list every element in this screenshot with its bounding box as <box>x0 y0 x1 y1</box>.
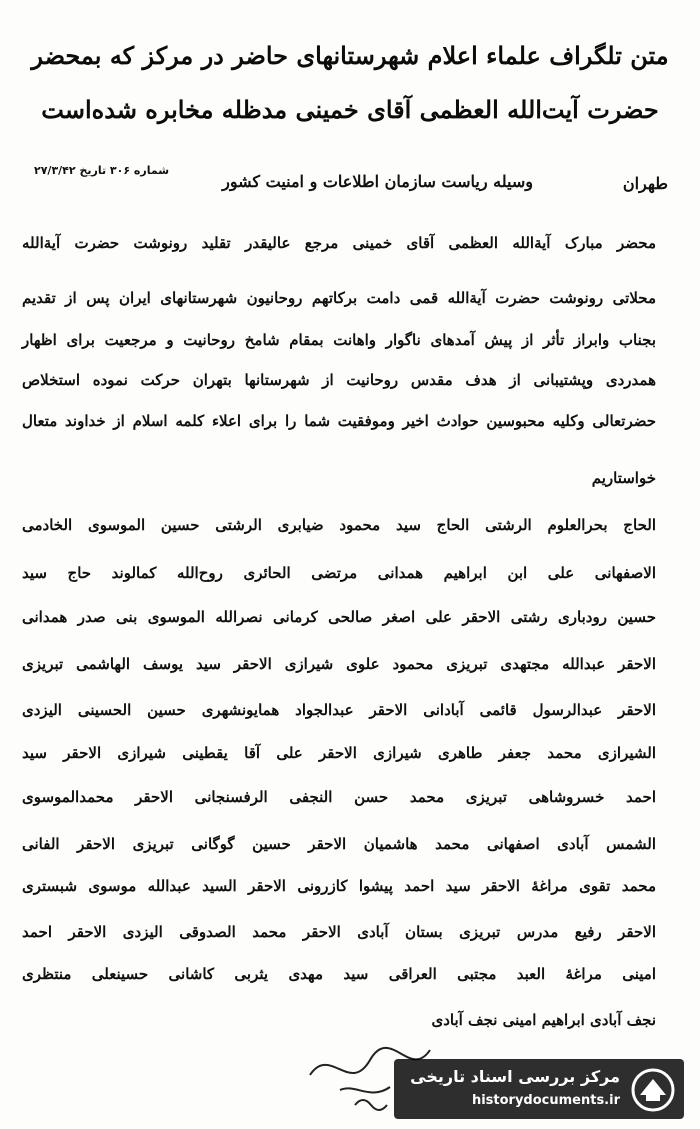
watermark-url: historydocuments.ir <box>471 1093 620 1108</box>
document-title-line-2: حضرت آیت‌الله العظمی آقای خمینی مدظله مخابره شده‌است <box>41 95 659 124</box>
telegram-body-line: بجناب وابراز تأثر از پیش آمدهای ناگوار واهانت بمقام شامخ روحانیت و مرجعیت برای اظهار <box>22 331 656 349</box>
signatory-line: الحاج بحرالعلوم الرشتی الحاج سید محمود ضیابری الرشتی حسین الموسوی الخادمی <box>22 516 656 534</box>
signatory-line: الشیرازی محمد جعفر طاهری شیرازی الاحقر علی آقا یقطینی شیرازی الاحقر سید <box>22 744 656 762</box>
telegram-body-line: محضر مبارک آیة‌الله العظمی آقای خمینی مرجع عالیقدر تقلید رونوشت حضرت آیة‌الله <box>22 234 656 252</box>
signatory-line: الاحقر رفیع مدرس تبریزی بستان آبادی الاحقر محمد الصدوقی الیزدی الاحقر احمد <box>22 923 656 941</box>
document-title-line-1: متن تلگراف علماء اعلام شهرستانهای حاضر در مرکز که بمحضر <box>31 41 669 70</box>
telegram-body-line: حضرتعالی وکلیه محبوسین حوادث اخیر وموفقیت شما را برای اعلاء کلمه اسلام از خداوند متعال <box>22 412 656 430</box>
signatory-line: حسین رودباری رشتی الاحقر علی اصغر صالحی کرمانی نصرالله الموسوی بنی صدر همدانی <box>22 608 656 626</box>
signatory-line: امینی مراغهٔ العبد مجتبی العراقی سید مهدی یثربی کاشانی حسینعلی منتظری <box>22 965 656 983</box>
telegram-body-line: محلاتی رونوشت حضرت آیة‌الله قمی دامت برکاتهم روحانیون شهرستانهای ایران پس از تقدیم <box>22 289 656 307</box>
signatory-line: الاحقر عبدالله مجتهدی تبریزی محمود علوی شیرازی الاحقر سید یوسف الهاشمی تبریزی <box>22 655 656 673</box>
archive-watermark <box>394 1059 684 1119</box>
telegram-body-line: همدردی وپشتیبانی از هدف مقدس روحانیت از شهرستانها بتهران حرکت نموده استخلاص <box>22 371 656 389</box>
telegram-number-date: شماره ۳۰۶ تاریخ ۲۷/۳/۴۲ <box>34 164 170 177</box>
telegram-body-line: خواستاریم <box>591 469 656 487</box>
watermark-persian: مرکز بررسی اسناد تاریخی <box>410 1067 620 1086</box>
signatory-line: الاصفهانی علی ابن ابراهیم همدانی مرتضی الحائری روح‌الله کمالوند حاج سید <box>22 564 656 582</box>
signatory-line: الشمس آبادی اصفهانی محمد هاشمیان الاحقر حسین گوگانی تبریزی الاحقر الفانی <box>22 835 656 853</box>
signatory-line: نجف آبادی ابراهیم امینی نجف آبادی <box>431 1011 656 1029</box>
delivery-via: وسیله ریاست سازمان اطلاعات و امنیت کشور <box>222 172 533 191</box>
signatory-line: احمد خسروشاهی تبریزی محمد حسن النجفی الرفسنجانی الاحقر محمدالموسوی <box>22 788 656 806</box>
signatory-line: الاحقر عبدالرسول قائمی آبادانی الاحقر عبدالجواد همایونشهری حسین الحسینی الیزدی <box>22 701 656 719</box>
signatory-line: محمد تقوی مراغهٔ الاحقر سید احمد پیشوا کازرونی الاحقر السید عبدالله موسوی شبستری <box>22 877 656 895</box>
telegram-header <box>34 164 668 200</box>
history-documents-logo-icon <box>630 1067 676 1113</box>
destination-city: طهران <box>622 174 668 193</box>
